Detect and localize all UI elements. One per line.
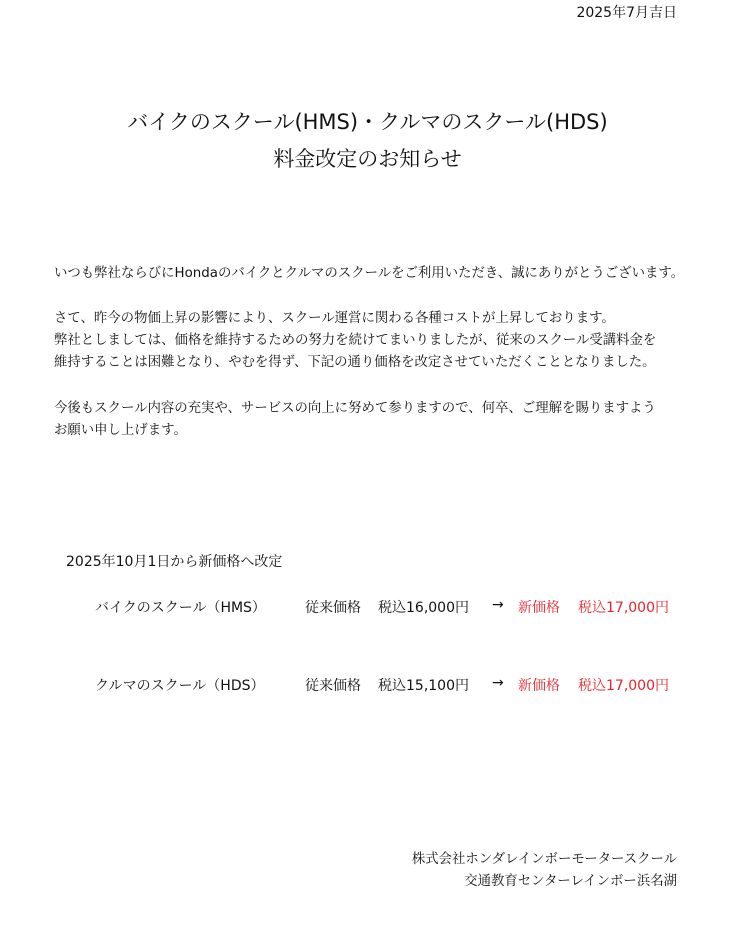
notice-title: バイクのスクール(HMS)・クルマのスクール(HDS)	[127, 110, 608, 134]
reason-paragraph	[54, 308, 694, 374]
paragraph-line: お願い申し上げます。	[54, 423, 187, 438]
school-name: バイクのスクール（HMS）	[95, 600, 266, 616]
old-price: 税込16,000円	[378, 600, 469, 616]
greeting-paragraph	[54, 263, 694, 285]
old-price-label: 従来価格	[305, 678, 361, 694]
effective-date-heading: 2025年10月1日から新価格へ改定	[66, 554, 283, 570]
paragraph-line: いつも弊社ならびにHondaのバイクとクルマのスクールをご利用いただき、誠にありがとうございます。	[54, 266, 685, 281]
arrow-icon: →	[492, 675, 504, 691]
company-department: 交通教育センターレインボー浜名湖	[464, 874, 677, 889]
company-name: 株式会社ホンダレインボーモータースクール	[411, 852, 677, 867]
old-price: 税込15,100円	[378, 678, 469, 694]
company-signature	[412, 849, 677, 893]
paragraph-line: 今後もスクール内容の充実や、サービスの向上に努めて参りますので、何卒、ご理解を賜りますよう	[54, 401, 656, 416]
old-price-label: 従来価格	[305, 600, 361, 616]
new-price-label: 新価格	[518, 678, 560, 694]
price-row-hds	[0, 675, 735, 699]
closing-paragraph	[54, 398, 694, 442]
new-price: 税込17,000円	[578, 678, 669, 694]
new-price: 税込17,000円	[578, 600, 669, 616]
paragraph-line: さて、昨今の物価上昇の影響により、スクール運営に関わる各種コストが上昇しております。	[54, 311, 615, 326]
paragraph-line: 弊社としましては、価格を維持するための努力を続けてまいりましたが、従来のスクール受講料金を	[54, 333, 657, 348]
notice-date: 2025年7月吉日	[576, 5, 677, 21]
new-price-label: 新価格	[518, 600, 560, 616]
paragraph-line: 維持することは困難となり、やむを得ず、下記の通り価格を改定させていただくこととなりました。	[54, 355, 656, 370]
arrow-icon: →	[492, 597, 504, 613]
notice-subtitle: 料金改定のお知らせ	[273, 147, 462, 171]
school-name: クルマのスクール（HDS）	[95, 678, 265, 694]
price-row-hms	[0, 597, 735, 621]
